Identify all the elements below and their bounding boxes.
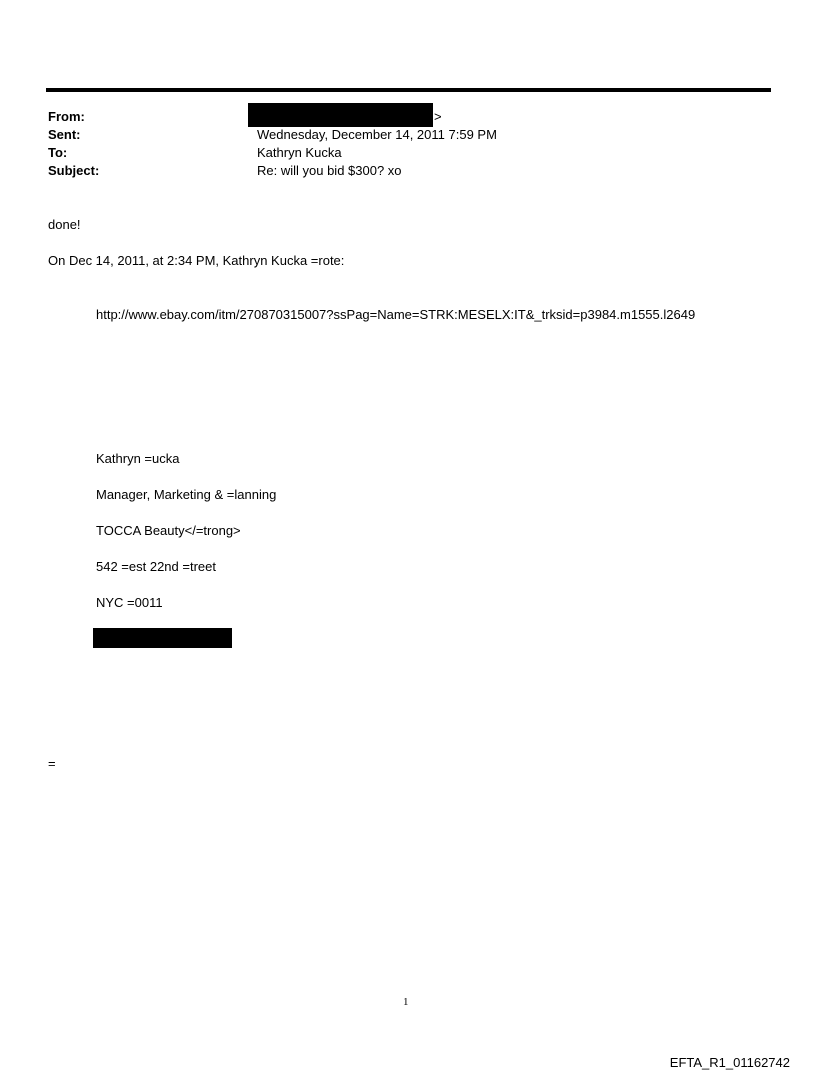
header-divider [46,88,771,92]
sent-value: Wednesday, December 14, 2011 7:59 PM [257,127,497,142]
signature-redaction [93,628,232,648]
signature-company: TOCCA Beauty</=trong> [96,523,241,538]
page-number: 1 [403,996,409,1008]
quote-intro: On Dec 14, 2011, at 2:34 PM, Kathryn Kucka =rote: [48,253,345,268]
signature-title: Manager, Marketing & =lanning [96,487,277,502]
subject-value: Re: will you bid $300? xo [257,163,402,178]
signature-city: NYC =0011 [96,595,163,610]
from-redaction [248,103,433,127]
signature-address: 542 =est 22nd =treet [96,559,216,574]
to-label: To: [48,145,68,160]
reply-text: done! [48,217,81,232]
from-value-suffix: > [434,109,442,124]
signature-name: Kathryn =ucka [96,451,180,466]
ebay-link: http://www.ebay.com/itm/270870315007?ssPag=Name=STRK:MESELX:IT&_trksid=p3984.m1555.l2649 [96,307,696,322]
sent-label: Sent: [48,127,81,142]
subject-label: Subject: [48,163,100,178]
document-id: EFTA_R1_01162742 [669,1055,790,1070]
from-label: From: [48,109,85,124]
trailing-equals: = [48,756,56,771]
to-value: Kathryn Kucka [257,145,342,160]
